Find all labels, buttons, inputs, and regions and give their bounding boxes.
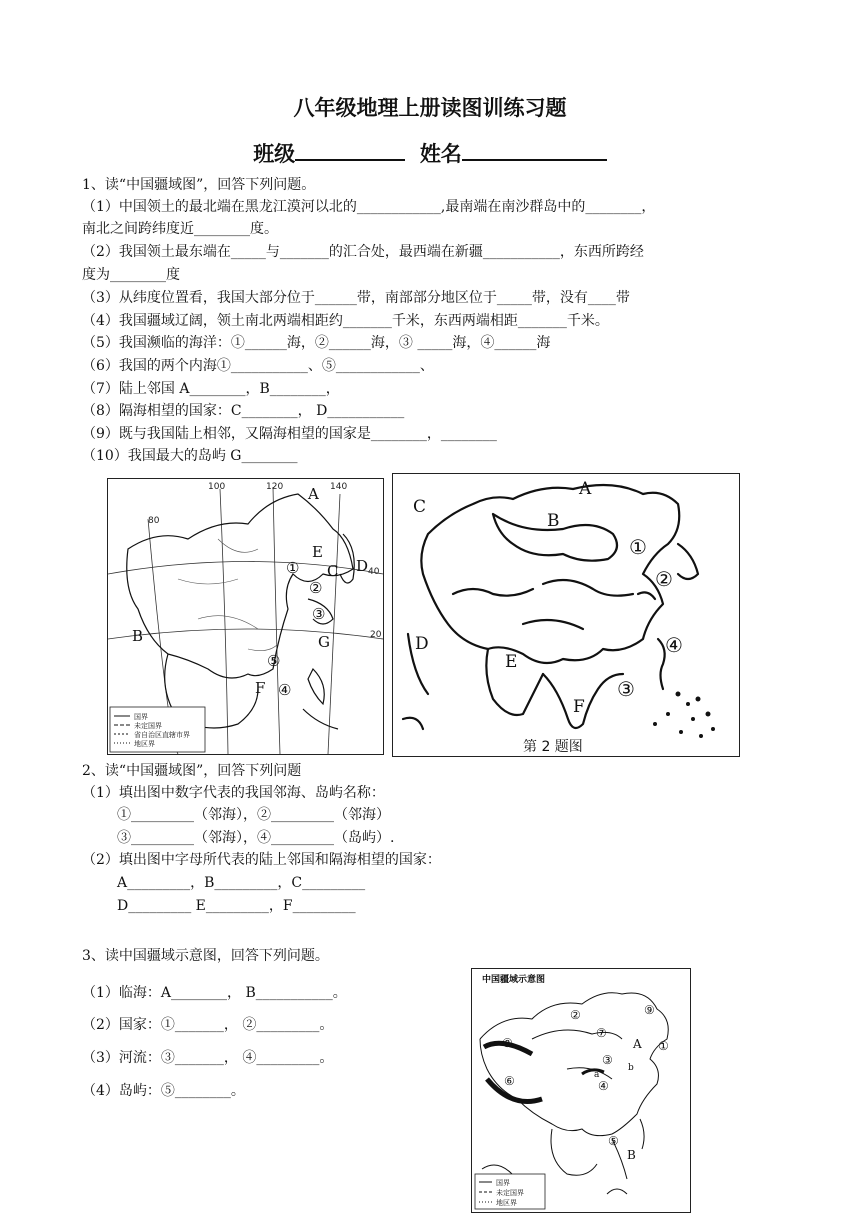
map1-lon-80: 80: [148, 516, 160, 526]
map1-num-1: ①: [286, 559, 300, 577]
q3-heading: 3、读中国疆域示意图，回答下列问题。: [82, 948, 329, 964]
map2-num-2: ②: [655, 567, 673, 591]
map3-letter-a: a: [594, 1070, 600, 1080]
map3-letter-b: b: [628, 1063, 634, 1073]
map1-legend-border: 国界: [134, 713, 148, 721]
map3-num-3: ③: [602, 1053, 613, 1067]
map-1-china-territory: [107, 478, 384, 755]
q1-line2b: 度为________度: [82, 267, 180, 283]
map1-num-3: ③: [312, 605, 326, 623]
map1-letter-A: A: [308, 485, 319, 503]
q1-line7: （7）陆上邻国 A________，B________，: [82, 381, 340, 397]
q1-line8: （8）隔海相望的国家：C________， D___________: [82, 403, 405, 419]
q2-line1: （1）填出图中数字代表的我国邻海、岛屿名称：: [82, 785, 385, 801]
map1-letter-C: C: [327, 562, 339, 580]
name-blank[interactable]: [462, 139, 607, 161]
map2-num-3: ③: [617, 677, 635, 701]
q1-line1a: （1）中国领土的最北端在黑龙江漠河以北的____________,最南端在南沙群岛中的________，: [82, 199, 656, 215]
map2-letter-B: B: [547, 511, 560, 531]
map1-legend-province: 省自治区直辖市界: [134, 731, 190, 739]
q3-line2: （2）国家：①_______， ②_________。: [82, 1017, 334, 1033]
q1-heading: 1、读“中国疆域图”，回答下列问题。: [82, 177, 316, 193]
q1-line9: （9）既与我国陆上相邻，又隔海相望的国家是________，________: [82, 426, 497, 442]
map2-num-1: ①: [629, 535, 647, 559]
q3-line1: （1）临海：A________， B___________。: [82, 985, 347, 1001]
map2-num-4: ④: [665, 633, 683, 657]
map3-num-9: ⑨: [644, 1003, 655, 1017]
map3-num-7: ⑦: [596, 1026, 607, 1040]
map2-letter-C: C: [413, 497, 427, 517]
map3-num-8: ⑧: [502, 1036, 513, 1050]
map1-letter-F: F: [255, 679, 266, 697]
name-label: 姓名: [419, 142, 462, 166]
map1-lon-140: 140: [330, 482, 348, 492]
q3-line3: （3）河流：③_______， ④_________。: [82, 1050, 334, 1066]
q1-line1b: 南北之间跨纬度近________度。: [82, 221, 278, 237]
map2-letter-F: F: [573, 697, 585, 717]
q2-line1b: ③_________（邻海），④_________（岛屿）.: [117, 830, 395, 846]
map3-letter-A: A: [633, 1037, 642, 1051]
map3-legend-undetermined: 未定国界: [496, 1189, 524, 1197]
map1-num-2: ②: [309, 579, 323, 597]
map2-letter-E: E: [505, 652, 518, 672]
map3-legend-region: 地区界: [496, 1199, 517, 1207]
map3-num-4: ④: [598, 1079, 609, 1093]
q1-line2a: （2）我国领土最东端在_____与_______的汇合处，最西端在新疆___________，东西所跨经: [82, 244, 644, 260]
map1-lat-20: 20: [370, 630, 382, 640]
q1-line10: （10）我国最大的岛屿 G________: [82, 448, 298, 464]
class-name-line: [0, 138, 860, 168]
map1-lon-100: 100: [208, 482, 226, 492]
map-2-china-neighbors: [392, 473, 740, 757]
map-3-china-territory-sketch: [471, 968, 691, 1213]
map1-letter-E: E: [312, 543, 323, 561]
map1-num-4: ④: [278, 681, 292, 699]
map1-legend-region: 地区界: [134, 740, 155, 748]
map3-num-6: ⑥: [504, 1074, 515, 1088]
map2-letter-D: D: [415, 634, 429, 654]
map2-letter-A: A: [579, 479, 592, 499]
map3-num-5: ⑤: [608, 1134, 619, 1148]
q2-line1a: ①_________（邻海），②_________（邻海）: [117, 807, 390, 823]
q2-heading: 2、读“中国疆域图”，回答下列问题: [82, 763, 302, 779]
map1-letter-G: G: [318, 633, 330, 651]
class-label: 班级: [253, 142, 296, 166]
map1-letter-D: D: [356, 557, 369, 575]
map1-legend-undetermined: 未定国界: [134, 722, 162, 730]
q1-line3: （3）从纬度位置看，我国大部分位于______带，南部部分地区位于_____带，没有____带: [82, 290, 630, 306]
q2-line2a: A_________，B_________，C_________: [117, 875, 366, 891]
map3-num-2: ②: [570, 1008, 581, 1022]
q1-line5: （5）我国濒临的海洋：①______海，②______海，③ _____海，④______海: [82, 335, 551, 351]
q3-line4: （4）岛屿：⑤________。: [82, 1083, 245, 1099]
q2-line2b: D_________ E_________，F_________: [117, 898, 356, 914]
map1-lon-120: 120: [266, 482, 284, 492]
map3-legend-border: 国界: [496, 1179, 510, 1187]
map2-caption: 第 2 题图: [523, 739, 583, 755]
q1-line4: （4）我国疆域辽阔，领土南北两端相距约_______千米，东西两端相距_______千米。: [82, 313, 609, 329]
map1-letter-B: B: [132, 627, 144, 645]
map3-letter-B: B: [627, 1148, 636, 1162]
map3-num-1: ①: [658, 1039, 669, 1053]
class-blank[interactable]: [295, 139, 405, 161]
map1-num-5: ⑤: [267, 652, 281, 670]
q2-line2: （2）填出图中字母所代表的陆上邻国和隔海相望的国家：: [82, 852, 441, 868]
q1-line6: （6）我国的两个内海①___________、⑤____________、: [82, 358, 434, 374]
map3-title: 中国疆域示意图: [482, 975, 546, 985]
page-title: 八年级地理上册读图训练习题: [293, 96, 567, 120]
map1-lat-40: 40: [368, 567, 380, 577]
